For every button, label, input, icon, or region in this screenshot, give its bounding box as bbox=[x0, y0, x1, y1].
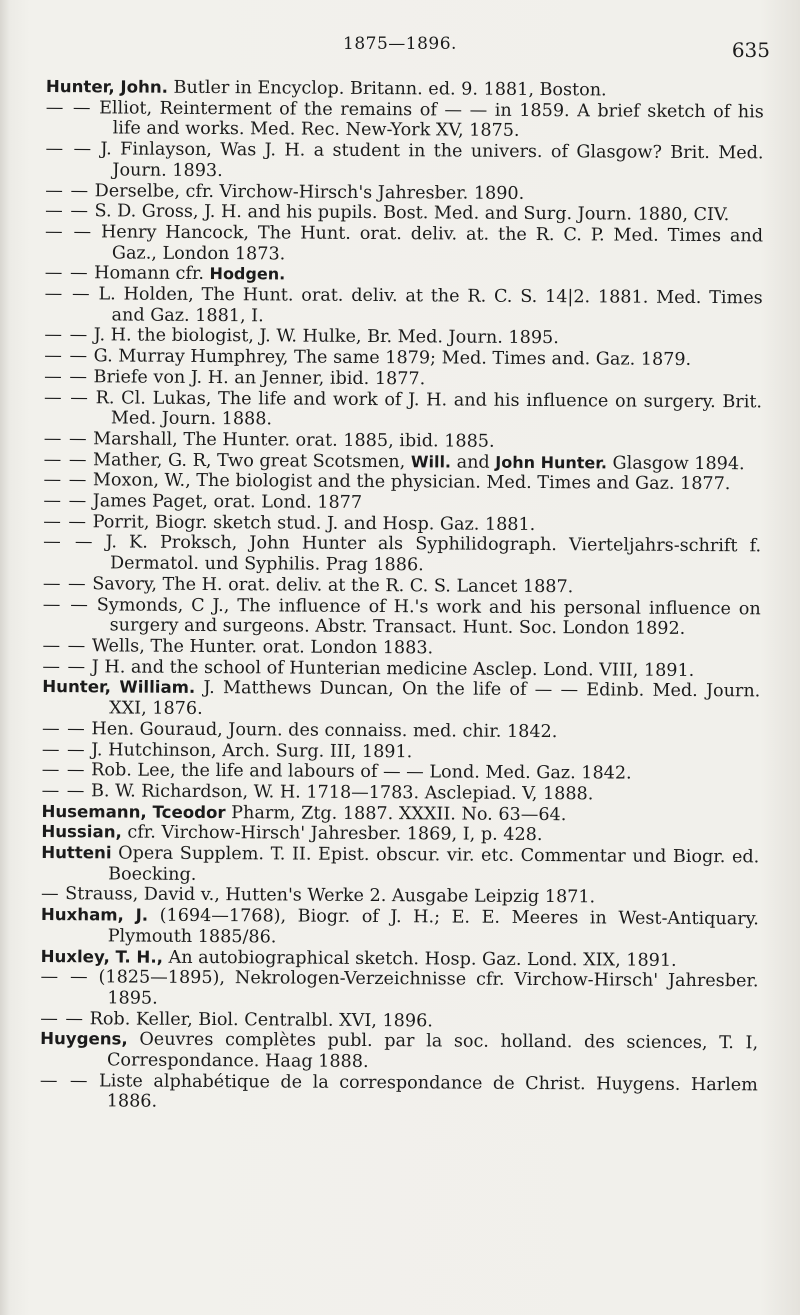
entry-heading: Huxham, J. bbox=[40, 905, 149, 925]
repeat-dash: — — bbox=[42, 594, 89, 615]
repeat-dash: — — bbox=[43, 470, 88, 491]
entry-text: L. Holden, The Hunt. orat. deliv. at the R. C. S. 14|2. 1881. Med. Times and Gaz. 1881, I. bbox=[98, 284, 763, 327]
repeat-dash: — — bbox=[45, 201, 90, 222]
page-header bbox=[0, 28, 800, 68]
repeat-dash: — — bbox=[45, 139, 93, 160]
entry-text: An autobiographical sketch. Hosp. Gaz. Lond. XIX, 1891. bbox=[168, 947, 677, 971]
bibliography-entry bbox=[42, 677, 760, 723]
entry-text: Marshall, The Hunter. orat. 1885, ibid. 1885. bbox=[93, 429, 495, 452]
entry-heading: Hutteni bbox=[41, 843, 112, 863]
bibliography-entry bbox=[40, 1071, 758, 1117]
repeat-dash: — — bbox=[42, 656, 87, 677]
entry-text: Henry Hancock, The Hunt. orat. deliv. at. the R. C. P. Med. Times and Gaz., London 1873. bbox=[100, 222, 764, 265]
entry-text: Wells, The Hunter. orat. London 1883. bbox=[91, 636, 434, 659]
entry-text: B. W. Richardson, W. H. 1718—1783. Asclepiad. V, 1888. bbox=[90, 781, 594, 805]
repeat-dash: — — bbox=[42, 573, 87, 595]
repeat-dash: — — bbox=[44, 221, 93, 243]
repeat-dash: — — bbox=[44, 366, 89, 388]
repeat-dash: — — bbox=[43, 491, 88, 512]
repeat-dash: — — bbox=[43, 428, 88, 450]
repeat-dash: — — bbox=[45, 180, 90, 201]
bibliography-entry bbox=[40, 967, 758, 1013]
repeat-dash: — — bbox=[41, 760, 86, 781]
repeat-dash: — — bbox=[44, 325, 89, 346]
entry-text: J. Matthews Duncan, On the life of — — Edinb. Med. Journ. XXI, 1876. bbox=[109, 678, 761, 720]
entry-heading: Hunter, William. bbox=[42, 677, 196, 698]
repeat-dash: — — bbox=[43, 511, 88, 533]
entry-text: Moxon, W., The biologist and the physician. Med. Times and Gaz. 1877. bbox=[92, 470, 731, 495]
running-title: 1875—1896. bbox=[343, 34, 457, 54]
repeat-dash: — — bbox=[44, 346, 89, 367]
entry-name: Will. bbox=[410, 451, 452, 472]
repeat-dash: — — bbox=[41, 718, 86, 740]
repeat-dash: — — bbox=[40, 967, 89, 988]
page-number: 635 bbox=[731, 38, 770, 62]
bibliography-entry bbox=[46, 98, 764, 144]
entry-text: Derselbe, cfr. Virchow-Hirsch's Jahresber. 1890. bbox=[94, 180, 525, 204]
bibliography-entry bbox=[44, 284, 762, 330]
bibliography-entry bbox=[41, 843, 759, 889]
entry-text: J H. and the school of Hunterian medicine Asclep. Lond. VIII, 1891. bbox=[91, 656, 695, 681]
repeat-dash: — — bbox=[45, 97, 92, 118]
entry-text: Briefe von J. H. an Jenner, ibid. 1877. bbox=[93, 367, 426, 390]
entry-text: Hen. Gouraud, Journ. des connaiss. med. chir. 1842. bbox=[91, 719, 558, 742]
entry-text: James Paget, orat. Lond. 1877 bbox=[92, 491, 363, 514]
repeat-dash: — — bbox=[43, 532, 94, 553]
repeat-dash: — — bbox=[43, 387, 90, 408]
bibliography-entry bbox=[44, 388, 762, 434]
entry-name: John Hunter. bbox=[495, 452, 608, 473]
entry-text: Savory, The H. orat. deliv. at the R. C. S. Lancet 1887. bbox=[92, 574, 574, 598]
entry-text: Porrit, Biogr. sketch stud. J. and Hosp. Gaz. 1881. bbox=[92, 512, 536, 535]
repeat-dash: — — bbox=[44, 284, 91, 305]
repeat-dash: — — bbox=[42, 635, 87, 657]
repeat-dash: — — bbox=[41, 739, 86, 760]
entry-text: J. Finlayson, Was J. H. a student in the univers. of Glasgow? Brit. Med. Journ. 1893. bbox=[100, 139, 764, 181]
entry-text: G. Murray Humphrey, The same 1879; Med. Times and. Gaz. 1879. bbox=[93, 346, 692, 371]
entry-heading: Huxley, T. H., bbox=[40, 946, 164, 967]
repeat-dash: — — bbox=[40, 1008, 85, 1029]
entry-text: R. Cl. Lukas, The life and work of J. H. and his influence on surgery. Brit. Med. Journ. 1888. bbox=[95, 387, 763, 430]
repeat-dash: — — bbox=[43, 449, 88, 470]
entry-text: (1825—1895), Nekrologen-Verzeichnisse cfr. Virchow-Hirsch' Jahresber. 1895. bbox=[98, 967, 759, 1009]
bibliography-list bbox=[40, 77, 764, 1117]
bibliography-entry bbox=[45, 222, 763, 268]
bibliography-entry bbox=[43, 595, 761, 641]
bibliography-entry bbox=[43, 532, 761, 578]
entry-heading: Hussian, bbox=[41, 822, 122, 842]
entry-text: Butler in Encyclop. Britann. ed. 9. 1881, Boston. bbox=[173, 77, 607, 101]
entry-text: and bbox=[456, 452, 490, 473]
repeat-dash: — — bbox=[39, 1070, 89, 1092]
entry-text: Glasgow 1894. bbox=[612, 453, 745, 474]
entry-text: J. Hutchinson, Arch. Surg. III, 1891. bbox=[91, 739, 413, 762]
entry-text: Mather, G. R, Two great Scotsmen, bbox=[92, 449, 406, 472]
bibliography-entry bbox=[40, 1029, 758, 1075]
entry-text: Oeuvres complètes publ. par la soc. holland. des sciences, T. I, Correspondance. Haag 1888. bbox=[106, 1029, 759, 1073]
entry-text: Rob. Keller, Biol. Centralbl. XVI, 1896. bbox=[89, 1008, 433, 1032]
entry-text: Elliot, Reinterment of the remains of — — in 1859. A brief sketch of his life and works. Med. Rec. New-York XV, 1875. bbox=[99, 98, 764, 142]
bibliography-entry bbox=[45, 139, 763, 185]
entry-heading: Husemann, Tceodor bbox=[41, 801, 226, 822]
entry-text: Opera Supplem. T. II. Epist. obscur. vir. etc. Commentar und Biogr. ed. Boecking. bbox=[108, 843, 760, 885]
entry-text: Pharm, Ztg. 1887. XXXII. No. 63—64. bbox=[231, 802, 567, 825]
entry-heading: Hunter, John. bbox=[45, 77, 169, 97]
entry-text: Homann cfr. bbox=[94, 263, 205, 285]
entry-text: Strauss, David v., Hutten's Werke 2. Ausgabe Leipzig 1871. bbox=[65, 884, 596, 908]
entry-text: cfr. Virchow-Hirsch' Jahresber. 1869, I, p. 428. bbox=[127, 822, 543, 846]
repeat-dash: — — bbox=[41, 780, 86, 802]
entry-heading: Huygens, bbox=[40, 1029, 128, 1049]
entry-text: J. H. the biologist, J. W. Hulke, Br. Med. Journ. 1895. bbox=[93, 325, 559, 349]
entry-text: S. D. Gross, J. H. and his pupils. Bost. Med. and Surg. Journ. 1880, CIV. bbox=[94, 201, 730, 226]
repeat-dash: — — bbox=[44, 263, 89, 284]
entry-text: Symonds, C J., The influence of H.'s work and his personal influence on surgery and surgeons. Abstr. Transact. Hunt. Soc. London 1892. bbox=[96, 594, 761, 640]
entry-text: (1694—1768), Biogr. of J. H.; E. E. Meeres in West-Antiquary. Plymouth 1885/86. bbox=[107, 905, 759, 948]
entry-crossref: Hodgen. bbox=[209, 264, 286, 284]
bibliography-entry bbox=[41, 905, 759, 951]
repeat-dash: — bbox=[40, 884, 60, 905]
entry-text: Liste alphabétique de la correspondance de Christ. Huygens. Harlem 1886. bbox=[98, 1071, 758, 1113]
entry-text: J. K. Proksch, John Hunter als Syphilidograph. Vierteljahrs-schrift f. Dermatol. und Syphilis. Prag 1886. bbox=[105, 532, 762, 576]
entry-text: Rob. Lee, the life and labours of — — Lond. Med. Gaz. 1842. bbox=[91, 760, 632, 784]
